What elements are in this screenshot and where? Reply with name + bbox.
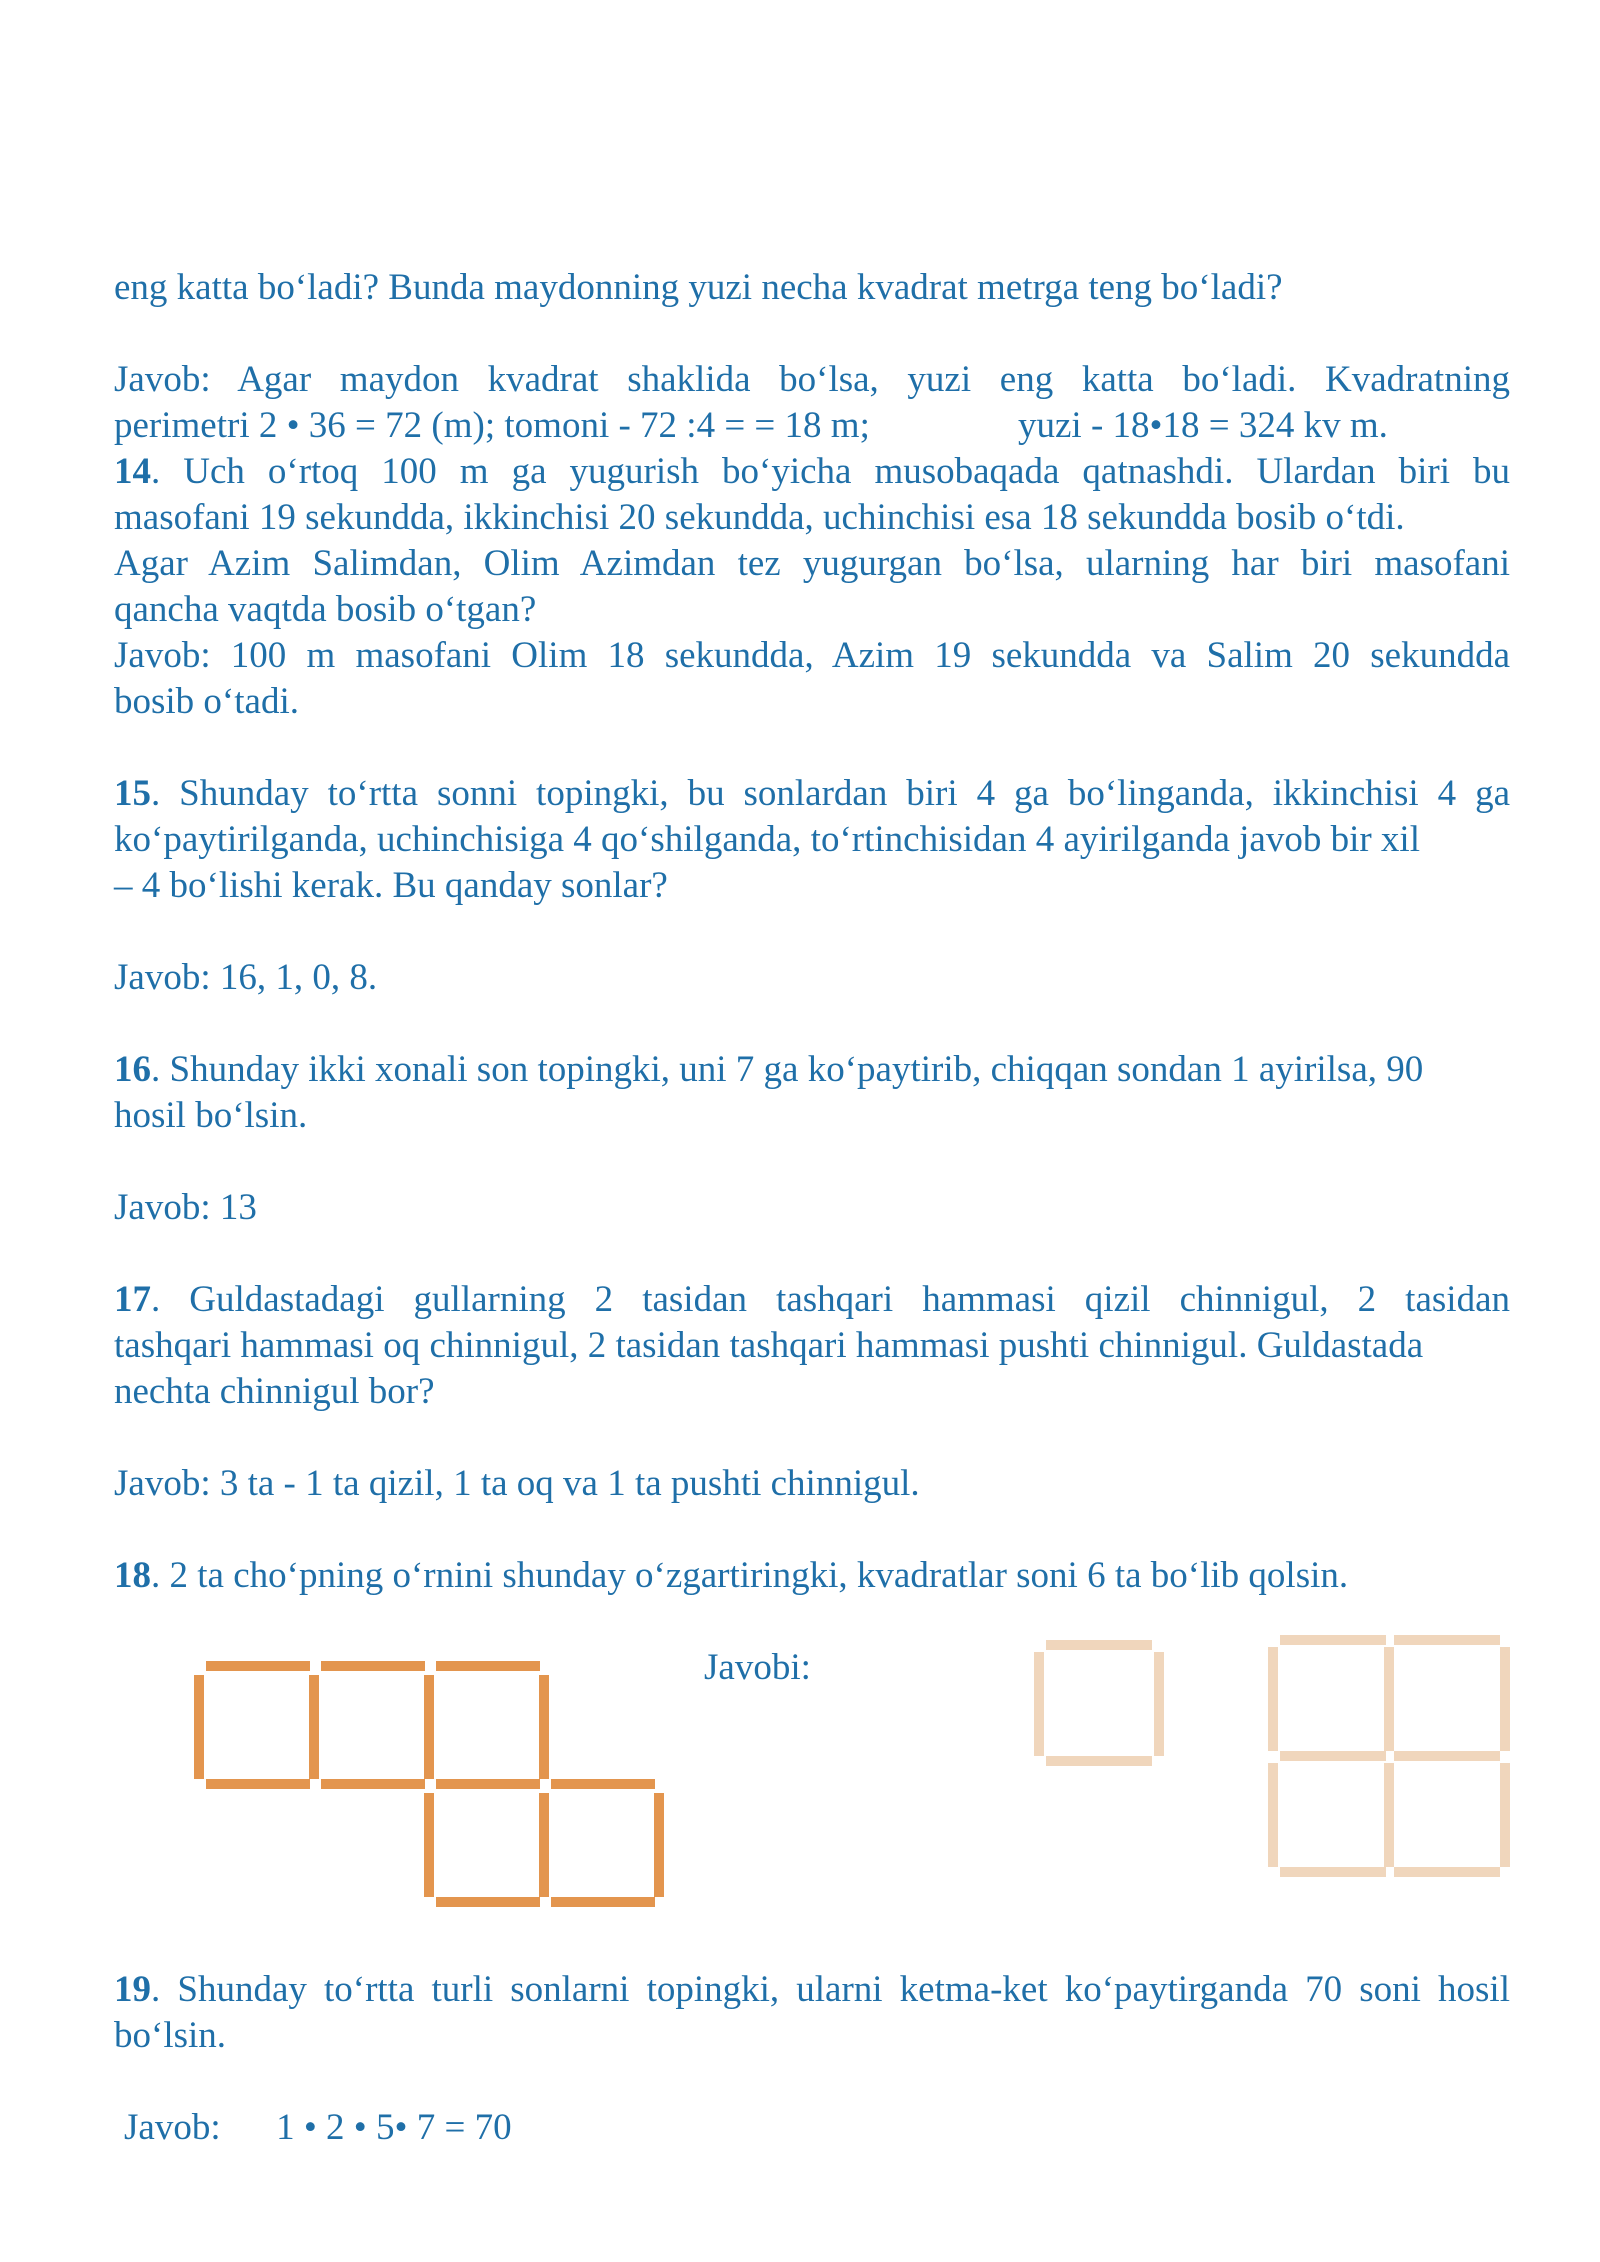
matchstick xyxy=(1394,1751,1500,1761)
answer-19-line: Javob: 1 • 2 • 5• 7 = 70 xyxy=(124,2107,512,2148)
problem-number: 15 xyxy=(114,773,151,814)
matchstick xyxy=(1046,1640,1152,1650)
answer-single-square xyxy=(1034,1640,1169,1765)
problem-15-line: ko‘paytirilganda, uchinchisiga 4 qo‘shilganda, to‘rtinchisidan 4 ayirilganda javob bir xil xyxy=(114,819,1420,860)
problem-14-line: qancha vaqtda bosib o‘tgan? xyxy=(114,589,537,630)
problem-number: 19 xyxy=(114,1969,151,2010)
problem-19-line: bo‘lsin. xyxy=(114,2015,227,2056)
problem-text: . 2 ta cho‘pning o‘rnini shunday o‘zgartiringki, kvadratlar soni 6 ta bo‘lib qolsin. xyxy=(151,1555,1349,1596)
answer-line xyxy=(114,403,1510,449)
problem-15-line xyxy=(114,771,1510,817)
matchstick xyxy=(1280,1751,1386,1761)
problem-16-line xyxy=(114,1047,1510,1093)
problem-14-line: masofani 19 sekundda, ikkinchisi 20 sekundda, uchinchisi esa 18 sekundda bosib o‘tdi. xyxy=(114,497,1405,538)
matchstick xyxy=(436,1779,540,1789)
matchstick xyxy=(1268,1647,1278,1751)
matchstick xyxy=(436,1661,540,1671)
problem-text: . Uch o‘rtoq 100 m ga yugurish bo‘yicha musobaqada qatnashdi. Ulardan biri bu xyxy=(151,451,1510,492)
problem-number: 17 xyxy=(114,1279,151,1320)
matchstick xyxy=(1280,1867,1386,1877)
matchstick xyxy=(1394,1635,1500,1645)
matchstick xyxy=(206,1661,310,1671)
matchstick xyxy=(206,1779,310,1789)
answer-18-label: Javobi: xyxy=(704,1647,811,1688)
matchstick xyxy=(1154,1652,1164,1756)
matchstick xyxy=(1384,1763,1394,1867)
matchstick xyxy=(539,1675,549,1779)
answer-17-line: Javob: 3 ta - 1 ta qizil, 1 ta oq va 1 ta pushti chinnigul. xyxy=(114,1463,920,1504)
matchstick xyxy=(654,1793,664,1897)
problem-14-line xyxy=(114,449,1510,495)
problem-16-line: hosil bo‘lsin. xyxy=(114,1095,308,1136)
matchstick xyxy=(1500,1763,1510,1867)
problem-number: 16 xyxy=(114,1049,151,1090)
problem-14-line: Agar Azim Salimdan, Olim Azimdan tez yugurgan bo‘lsa, ularning har biri masofani xyxy=(114,543,1510,584)
answer-15-line: Javob: 16, 1, 0, 8. xyxy=(114,957,378,998)
matchstick xyxy=(1046,1756,1152,1766)
answer-14-line: Javob: 100 m masofani Olim 18 sekundda, Azim 19 sekundda va Salim 20 sekundda xyxy=(114,635,1510,676)
answer-grid-squares xyxy=(1268,1635,1518,1880)
matchstick xyxy=(1280,1635,1386,1645)
problem-text: . Shunday to‘rtta turli sonlarni topingki, ularni ketma-ket ko‘paytirganda 70 soni hosil xyxy=(151,1969,1510,2010)
problem-number: 18 xyxy=(114,1555,151,1596)
answer-16-line: Javob: 13 xyxy=(114,1187,257,1228)
matchstick xyxy=(1394,1867,1500,1877)
matchstick xyxy=(194,1675,204,1779)
matchstick xyxy=(1034,1652,1044,1756)
matchstick xyxy=(551,1897,655,1907)
matchstick-figure xyxy=(190,1655,670,1915)
problem-text: . Guldastadagi gullarning 2 tasidan tashqari hammasi qizil chinnigul, 2 tasidan xyxy=(151,1279,1510,1320)
problem-17-line: nechta chinnigul bor? xyxy=(114,1371,435,1412)
problem-17-line: tashqari hammasi oq chinnigul, 2 tasidan tashqari hammasi pushti chinnigul. Guldastada xyxy=(114,1325,1424,1366)
answer-14-line: bosib o‘tadi. xyxy=(114,681,299,722)
problem-text: . Shunday to‘rtta sonni topingki, bu sonlardan biri 4 ga bo‘linganda, ikkinchisi 4 ga xyxy=(151,773,1510,814)
answer-perimeter: perimetri 2 • 36 = 72 (m); tomoni - 72 :4 = = 18 m; xyxy=(114,405,870,446)
matchstick xyxy=(539,1793,549,1897)
matchstick xyxy=(424,1675,434,1779)
matchstick xyxy=(1500,1647,1510,1751)
matchstick xyxy=(551,1779,655,1789)
problem-15-line: – 4 bo‘lishi kerak. Bu qanday sonlar? xyxy=(114,865,668,906)
answer-area: yuzi - 18•18 = 324 kv m. xyxy=(1018,405,1388,446)
matchstick xyxy=(424,1793,434,1897)
answer-line: Javob: Agar maydon kvadrat shaklida bo‘lsa, yuzi eng katta bo‘ladi. Kvadratning xyxy=(114,359,1510,400)
matchstick xyxy=(321,1661,425,1671)
matchstick xyxy=(1268,1763,1278,1867)
matchstick xyxy=(309,1675,319,1779)
matchstick xyxy=(1384,1647,1394,1751)
problem-17-line xyxy=(114,1277,1510,1323)
problem-18-line xyxy=(114,1553,1510,1599)
matchstick xyxy=(321,1779,425,1789)
problem-text: . Shunday ikki xonali son topingki, uni 7 ga ko‘paytirib, chiqqan sondan 1 ayirilsa, 90 xyxy=(151,1049,1424,1090)
problem-number: 14 xyxy=(114,451,151,492)
matchstick xyxy=(436,1897,540,1907)
problem-19-line xyxy=(114,1967,1510,2013)
text-line: eng katta bo‘ladi? Bunda maydonning yuzi necha kvadrat metrga teng bo‘ladi? xyxy=(114,267,1283,308)
